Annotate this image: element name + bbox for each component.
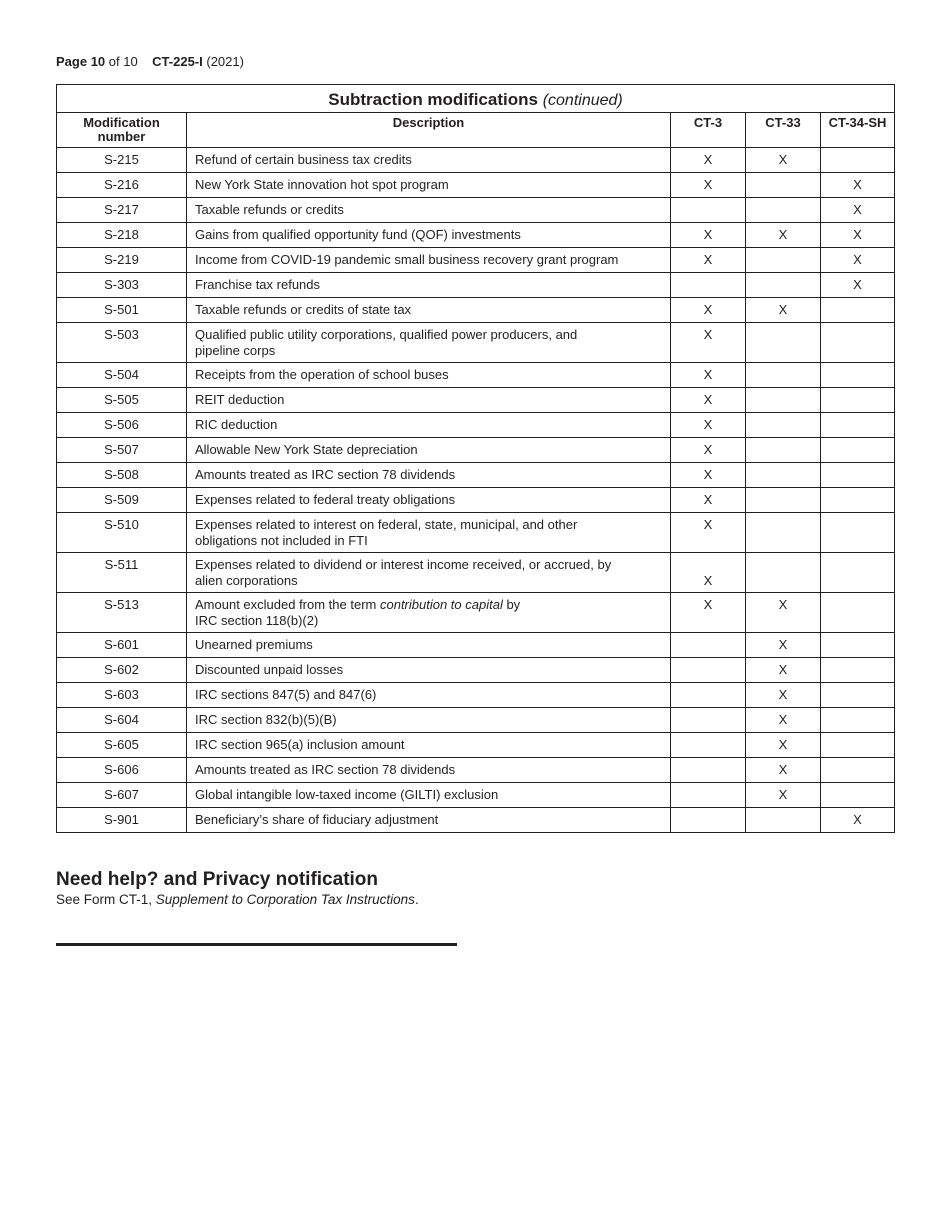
ct34sh-mark [821,708,895,733]
col-header-description: Description [187,113,671,148]
modification-number: S-508 [57,463,187,488]
table-title-row [57,85,895,113]
modification-number: S-901 [57,808,187,833]
modification-description [187,223,671,248]
ct34sh-mark: X [821,808,895,833]
modification-description [187,173,671,198]
help-text-publication: Supplement to Corporation Tax Instructions [155,892,415,907]
modification-description [187,198,671,223]
table-row [57,148,895,173]
ct33-mark [746,553,821,593]
modification-number: S-506 [57,413,187,438]
modification-description [187,658,671,683]
col-header-modification-number: Modification number [57,113,187,148]
modification-number: S-513 [57,593,187,633]
table-row [57,513,895,553]
help-section [56,869,419,908]
table-row [57,413,895,438]
table-row [57,248,895,273]
ct34sh-mark [821,513,895,553]
modification-number: S-217 [57,198,187,223]
ct3-mark: X [671,463,746,488]
ct3-mark: X [671,593,746,633]
modification-description [187,683,671,708]
description-text: IRC section 832(b)(5)(B) [195,712,337,727]
ct3-mark: X [671,438,746,463]
modification-number: S-303 [57,273,187,298]
modification-description [187,273,671,298]
ct34sh-mark [821,363,895,388]
ct3-mark [671,783,746,808]
page-total: of 10 [108,54,138,69]
ct33-mark [746,388,821,413]
table-row [57,363,895,388]
ct33-mark [746,198,821,223]
ct33-mark: X [746,708,821,733]
modification-number: S-219 [57,248,187,273]
table-row [57,593,895,633]
ct34sh-mark [821,413,895,438]
page-number: 10 [90,54,106,69]
ct34sh-mark [821,388,895,413]
ct34sh-mark [821,658,895,683]
table-title-suffix: (continued) [542,92,623,109]
help-text-pre: See Form CT-1, [56,892,156,907]
ct3-mark: X [671,513,746,553]
ct3-mark: X [671,388,746,413]
ct34sh-mark [821,553,895,593]
ct34sh-mark [821,463,895,488]
table-row [57,708,895,733]
description-text: Global intangible low-taxed income (GILTI) exclusion [195,787,499,802]
ct33-mark [746,413,821,438]
modification-number: S-215 [57,148,187,173]
table-row [57,488,895,513]
ct33-mark: X [746,758,821,783]
ct3-mark: X [671,148,746,173]
ct33-mark: X [746,593,821,633]
ct34sh-mark [821,438,895,463]
modification-number: S-603 [57,683,187,708]
ct34sh-mark [821,323,895,363]
table-title [57,85,895,113]
description-text-line2: obligations not included in FTI [195,533,368,548]
page-label: Page [56,54,88,69]
modification-description [187,388,671,413]
ct33-mark [746,808,821,833]
ct3-mark [671,808,746,833]
description-text: Allowable New York State depreciation [195,442,418,457]
ct3-mark [671,198,746,223]
table-row [57,173,895,198]
modification-description [187,783,671,808]
ct33-mark [746,273,821,298]
ct34sh-mark [821,488,895,513]
ct34sh-mark [821,683,895,708]
description-text: REIT deduction [195,392,285,407]
modification-description [187,363,671,388]
subtraction-modifications-table [56,84,895,833]
table-row [57,658,895,683]
modification-description [187,513,671,553]
table-row [57,783,895,808]
ct3-mark: X [671,488,746,513]
ct33-mark: X [746,683,821,708]
modification-number: S-509 [57,488,187,513]
modification-description [187,553,671,593]
table-row [57,758,895,783]
ct33-mark [746,323,821,363]
table-title-text: Subtraction modifications [328,90,538,109]
ct33-mark [746,363,821,388]
ct34sh-mark [821,783,895,808]
modification-number: S-504 [57,363,187,388]
modification-number: S-606 [57,758,187,783]
ct3-mark: X [671,553,746,593]
ct34sh-mark: X [821,248,895,273]
ct3-mark [671,708,746,733]
modification-description [187,733,671,758]
ct3-mark [671,658,746,683]
ct3-mark: X [671,173,746,198]
ct33-mark [746,513,821,553]
help-heading: Need help? and Privacy notification [56,869,379,890]
table-row [57,683,895,708]
modification-number: S-507 [57,438,187,463]
ct3-mark: X [671,413,746,438]
ct34sh-mark: X [821,173,895,198]
description-text: Expenses related to dividend or interest income received, or accrued, by [195,557,612,572]
modification-number: S-605 [57,733,187,758]
form-year: (2021) [206,54,244,69]
ct3-mark: X [671,363,746,388]
ct3-mark [671,683,746,708]
ct34sh-mark: X [821,198,895,223]
description-text: Taxable refunds or credits of state tax [195,302,412,317]
modification-description [187,633,671,658]
table-row [57,633,895,658]
table-row [57,323,895,363]
ct33-mark: X [746,223,821,248]
description-text: IRC section 965(a) inclusion amount [195,737,405,752]
page-header [56,54,244,69]
ct33-mark [746,248,821,273]
description-text: New York State innovation hot spot program [195,177,449,192]
ct34sh-mark [821,298,895,323]
modification-number: S-604 [57,708,187,733]
ct34sh-mark: X [821,223,895,248]
ct34sh-mark [821,148,895,173]
description-text: RIC deduction [195,417,278,432]
table-body [57,148,895,833]
description-text: Qualified public utility corporations, qualified power producers, and [195,327,578,342]
table-row [57,733,895,758]
description-text: Franchise tax refunds [195,277,321,292]
help-text-post: . [414,892,419,907]
col-header-ct3: CT-3 [671,113,746,148]
ct3-mark [671,733,746,758]
modification-description [187,593,671,633]
modification-description [187,248,671,273]
ct3-mark: X [671,323,746,363]
modification-number: S-510 [57,513,187,553]
table-row [57,273,895,298]
help-text [56,891,419,908]
col-header-ct34sh: CT-34-SH [821,113,895,148]
modification-number: S-602 [57,658,187,683]
description-text: Income from COVID-19 pandemic small business recovery grant program [195,252,619,267]
modification-description [187,413,671,438]
modification-description [187,148,671,173]
table-row [57,808,895,833]
ct34sh-mark [821,593,895,633]
description-text: Beneficiary’s share of fiduciary adjustment [195,812,439,827]
footer-rule [56,943,457,946]
description-text: Gains from qualified opportunity fund (QOF) investments [195,227,521,242]
ct33-mark: X [746,633,821,658]
description-text: IRC sections 847(5) and 847(6) [195,687,377,702]
ct33-mark [746,488,821,513]
description-text-line2: IRC section 118(b)(2) [195,613,319,628]
ct33-mark [746,463,821,488]
description-text-line2: pipeline corps [195,343,276,358]
description-text: Expenses related to federal treaty obligations [195,492,456,507]
description-text: Amount excluded from the term [195,597,380,612]
ct33-mark [746,173,821,198]
description-text: Amounts treated as IRC section 78 dividends [195,467,456,482]
description-emphasis: contribution to capital [379,597,503,612]
modification-description [187,808,671,833]
description-text: Taxable refunds or credits [195,202,344,217]
table-row [57,553,895,593]
ct33-mark [746,438,821,463]
ct33-mark: X [746,148,821,173]
modification-description [187,488,671,513]
ct34sh-mark: X [821,273,895,298]
description-text: Amounts treated as IRC section 78 dividends [195,762,456,777]
modification-number: S-505 [57,388,187,413]
modification-description [187,298,671,323]
table-row [57,438,895,463]
description-text: Receipts from the operation of school buses [195,367,449,382]
table-row [57,298,895,323]
col-header-ct33: CT-33 [746,113,821,148]
ct3-mark: X [671,248,746,273]
modification-number: S-503 [57,323,187,363]
description-text: by [502,597,521,612]
table-header-row [57,113,895,148]
modification-number: S-216 [57,173,187,198]
modification-number: S-607 [57,783,187,808]
modification-description [187,708,671,733]
modification-description [187,463,671,488]
description-text-line2: alien corporations [195,573,298,588]
ct33-mark: X [746,658,821,683]
modification-number: S-218 [57,223,187,248]
table-row [57,463,895,488]
ct33-mark: X [746,298,821,323]
description-text: Expenses related to interest on federal, state, municipal, and other [195,517,578,532]
ct34sh-mark [821,633,895,658]
table-row [57,388,895,413]
table-row [57,223,895,248]
modification-number: S-511 [57,553,187,593]
description-text: Refund of certain business tax credits [195,152,412,167]
ct33-mark: X [746,783,821,808]
description-text: Unearned premiums [195,637,313,652]
modification-description [187,438,671,463]
description-text: Discounted unpaid losses [195,662,344,677]
ct3-mark [671,633,746,658]
modification-number: S-501 [57,298,187,323]
ct34sh-mark [821,758,895,783]
ct3-mark [671,273,746,298]
ct3-mark [671,758,746,783]
modification-number: S-601 [57,633,187,658]
ct3-mark: X [671,298,746,323]
modification-description [187,323,671,363]
table-row [57,198,895,223]
modification-description [187,758,671,783]
ct33-mark: X [746,733,821,758]
ct3-mark: X [671,223,746,248]
ct34sh-mark [821,733,895,758]
form-name: CT-225-I [152,54,203,69]
